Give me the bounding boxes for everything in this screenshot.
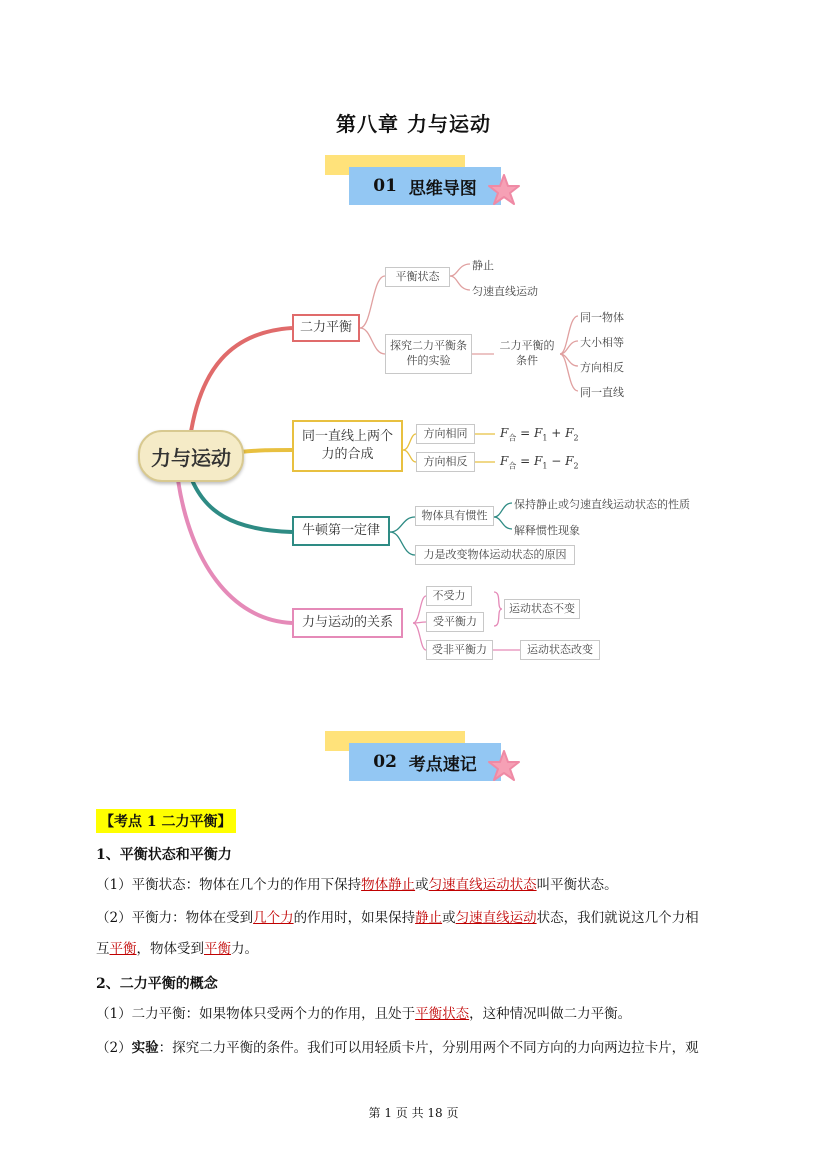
chapter-title: 第八章 力与运动	[336, 112, 491, 136]
text: 力。	[231, 941, 258, 957]
node-experiment: 探究二力平衡条件的实验	[385, 334, 472, 374]
mind-map	[120, 240, 760, 670]
node-balance-state: 平衡状态	[385, 267, 450, 287]
text: 的作用时，如果保持	[293, 910, 416, 926]
node-inertia: 物体具有惯性	[415, 506, 494, 526]
formula-sum: $F_合 = F_1 + F_2$	[500, 426, 579, 443]
leaf-same-object: 同一物体	[580, 311, 624, 324]
banner-number: 02	[373, 752, 397, 772]
node-force-cause: 力是改变物体运动状态的原因	[415, 545, 575, 565]
blank-answer: 匀速直线运动状态	[428, 877, 537, 893]
text: ，这种情况叫做二力平衡。	[469, 1006, 632, 1022]
star-icon	[487, 749, 521, 783]
heading-two-force-concept: 2、二力平衡的概念	[96, 976, 218, 992]
text: ：探究二力平衡的条件。我们可以用轻质卡片，分别用两个不同方向的力向两边拉卡片，观	[158, 1040, 699, 1056]
node-force-motion-relation: 力与运动的关系	[292, 608, 403, 638]
node-unbalanced-force: 受非平衡力	[426, 640, 493, 660]
section-banner-mindmap	[325, 155, 515, 205]
para-two-force-balance	[96, 1004, 631, 1024]
text: （2）	[96, 1040, 132, 1056]
node-newton-first-law: 牛顿第一定律	[292, 516, 390, 546]
node-state-unchanged: 运动状态不变	[504, 599, 580, 619]
text: ，物体受到	[136, 941, 204, 957]
leaf-equal-magnitude: 大小相等	[580, 336, 624, 349]
banner-box	[349, 743, 501, 781]
formula-difference: $F_合 = F_1 - F_2$	[500, 454, 579, 471]
heading-balance-state: 1、平衡状态和平衡力	[96, 847, 232, 863]
node-no-force: 不受力	[426, 586, 472, 606]
node-force-composition: 同一直线上两个力的合成	[292, 420, 403, 472]
text: （1）二力平衡：如果物体只受两个力的作用，且处于	[96, 1006, 416, 1022]
text: 或	[442, 910, 456, 926]
leaf-same-line: 同一直线	[580, 386, 624, 399]
blank-answer: 物体静止	[361, 877, 416, 893]
blank-answer: 静止	[415, 910, 443, 926]
banner-label: 思维导图	[408, 178, 477, 199]
star-icon	[487, 173, 521, 207]
para-balanced-force-cont	[96, 939, 258, 959]
node-two-force-balance: 二力平衡	[292, 314, 360, 342]
leaf-explain-inertia: 解释惯性现象	[514, 524, 580, 537]
node-same-direction: 方向相同	[416, 424, 475, 444]
text: （1）平衡状态：物体在几个力的作用下保持	[96, 877, 362, 893]
leaf-inertia-property: 保持静止或匀速直线运动状态的性质	[514, 498, 690, 511]
banner-box	[349, 167, 501, 205]
bold-text: 实验	[131, 1040, 159, 1056]
text: 叫平衡状态。	[536, 877, 618, 893]
banner-number: 01	[373, 176, 397, 196]
text: 状态，我们就说这几个力相	[536, 910, 699, 926]
leaf-uniform-motion: 匀速直线运动	[472, 285, 538, 298]
node-state-changed: 运动状态改变	[520, 640, 600, 660]
keypoint-tag: 【考点 1 二力平衡】	[96, 809, 236, 833]
leaf-opposite-direction: 方向相反	[580, 361, 624, 374]
blank-answer: 平衡	[204, 941, 231, 957]
node-balanced-force: 受平衡力	[426, 612, 484, 632]
text: 或	[415, 877, 429, 893]
blank-answer: 几个力	[253, 910, 294, 926]
root-node: 力与运动	[138, 430, 244, 482]
para-balance-state	[96, 875, 618, 895]
blank-answer: 平衡状态	[415, 1006, 470, 1022]
para-experiment	[96, 1038, 699, 1058]
blank-answer: 匀速直线运动	[455, 910, 537, 926]
text: 互	[96, 941, 110, 957]
node-opposite-direction: 方向相反	[416, 452, 475, 472]
section-banner-keypoints	[325, 731, 515, 781]
para-balanced-force	[96, 908, 699, 928]
text: （2）平衡力：物体在受到	[96, 910, 254, 926]
blank-answer: 平衡	[109, 941, 137, 957]
page-footer: 第 1 页 共 18 页	[368, 1106, 459, 1120]
node-conditions: 二力平衡的条件	[494, 338, 560, 370]
leaf-static: 静止	[472, 259, 494, 272]
banner-label: 考点速记	[408, 754, 477, 775]
